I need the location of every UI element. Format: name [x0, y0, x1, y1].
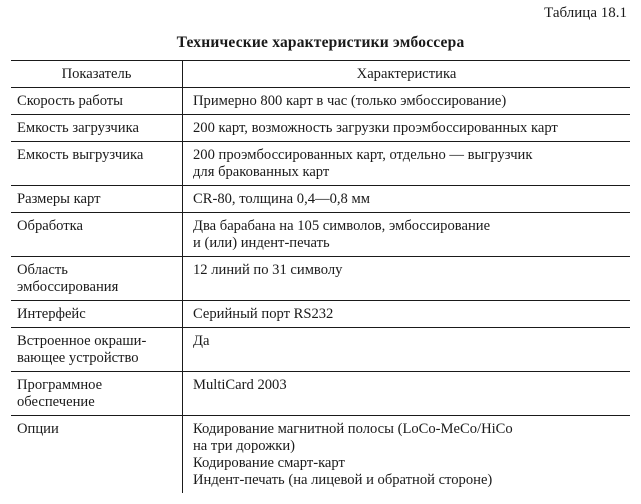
table-row: [11, 115, 630, 142]
parameter-cell: [11, 88, 183, 115]
parameter-cell: [11, 372, 183, 416]
table-row: [11, 301, 630, 328]
value-cell: [183, 301, 631, 328]
cell-line: MultiCard 2003: [193, 377, 287, 393]
cell-line: CR-80, толщина 0,4—0,8 мм: [193, 191, 370, 207]
cell-line: Примерно 800 карт в час (только эмбоссирование): [193, 93, 507, 109]
parameter-cell: [11, 186, 183, 213]
cell-line: Серийный порт RS232: [193, 306, 334, 322]
cell-line: Кодирование смарт-карт: [193, 455, 345, 471]
cell-line: на три дорожки): [193, 438, 296, 454]
table-title: Технические характеристики эмбоссера: [176, 34, 465, 51]
cell-line: Два барабана на 105 символов, эмбоссирование: [193, 218, 491, 234]
cell-line: 200 карт, возможность загрузки проэмбоссированных карт: [193, 120, 558, 136]
table-row: [11, 257, 630, 301]
cell-line: Опции: [17, 421, 59, 437]
cell-line: Да: [193, 333, 210, 349]
cell-line: Емкость загрузчика: [17, 120, 139, 136]
value-cell: [183, 88, 631, 115]
value-cell: [183, 142, 631, 186]
value-cell: [183, 416, 631, 494]
table-row: [11, 186, 630, 213]
table-row: [11, 416, 630, 494]
cell-line: Скорость работы: [17, 93, 123, 109]
cell-line: эмбоссирования: [17, 279, 119, 295]
header-row: [11, 61, 630, 88]
cell-line: 200 проэмбоссированных карт, отдельно — выгрузчик: [193, 147, 533, 163]
cell-line: обеспечение: [17, 394, 95, 410]
specs-table: [11, 60, 630, 493]
cell-line: Размеры карт: [17, 191, 101, 207]
table-row: [11, 142, 630, 186]
header-parameter: Показатель: [11, 61, 183, 88]
cell-line: для бракованных карт: [193, 164, 330, 180]
cell-line: и (или) индент-печать: [193, 235, 330, 251]
table-number: Таблица 18.1: [544, 5, 627, 21]
cell-line: Программное: [17, 377, 103, 393]
table-row: [11, 88, 630, 115]
value-cell: [183, 257, 631, 301]
cell-line: Кодирование магнитной полосы (LoCo-MeCo/HiCo: [193, 421, 513, 437]
cell-line: Область: [17, 262, 68, 278]
header-characteristic: Характеристика: [183, 61, 631, 88]
value-cell: [183, 328, 631, 372]
parameter-cell: [11, 115, 183, 142]
parameter-cell: [11, 301, 183, 328]
cell-line: 12 линий по 31 символу: [193, 262, 343, 278]
cell-line: Индент-печать (на лицевой и обратной стороне): [193, 472, 493, 488]
table-row: [11, 213, 630, 257]
cell-line: Встроенное окраши-: [17, 333, 147, 349]
cell-line: вающее устройство: [17, 350, 139, 366]
parameter-cell: [11, 416, 183, 494]
value-cell: [183, 213, 631, 257]
cell-line: Обработка: [17, 218, 83, 234]
cell-line: Емкость выгрузчика: [17, 147, 144, 163]
table-row: [11, 328, 630, 372]
value-cell: [183, 115, 631, 142]
parameter-cell: [11, 213, 183, 257]
table-row: [11, 372, 630, 416]
parameter-cell: [11, 257, 183, 301]
value-cell: [183, 372, 631, 416]
cell-line: Интерфейс: [17, 306, 86, 322]
value-cell: [183, 186, 631, 213]
parameter-cell: [11, 142, 183, 186]
parameter-cell: [11, 328, 183, 372]
